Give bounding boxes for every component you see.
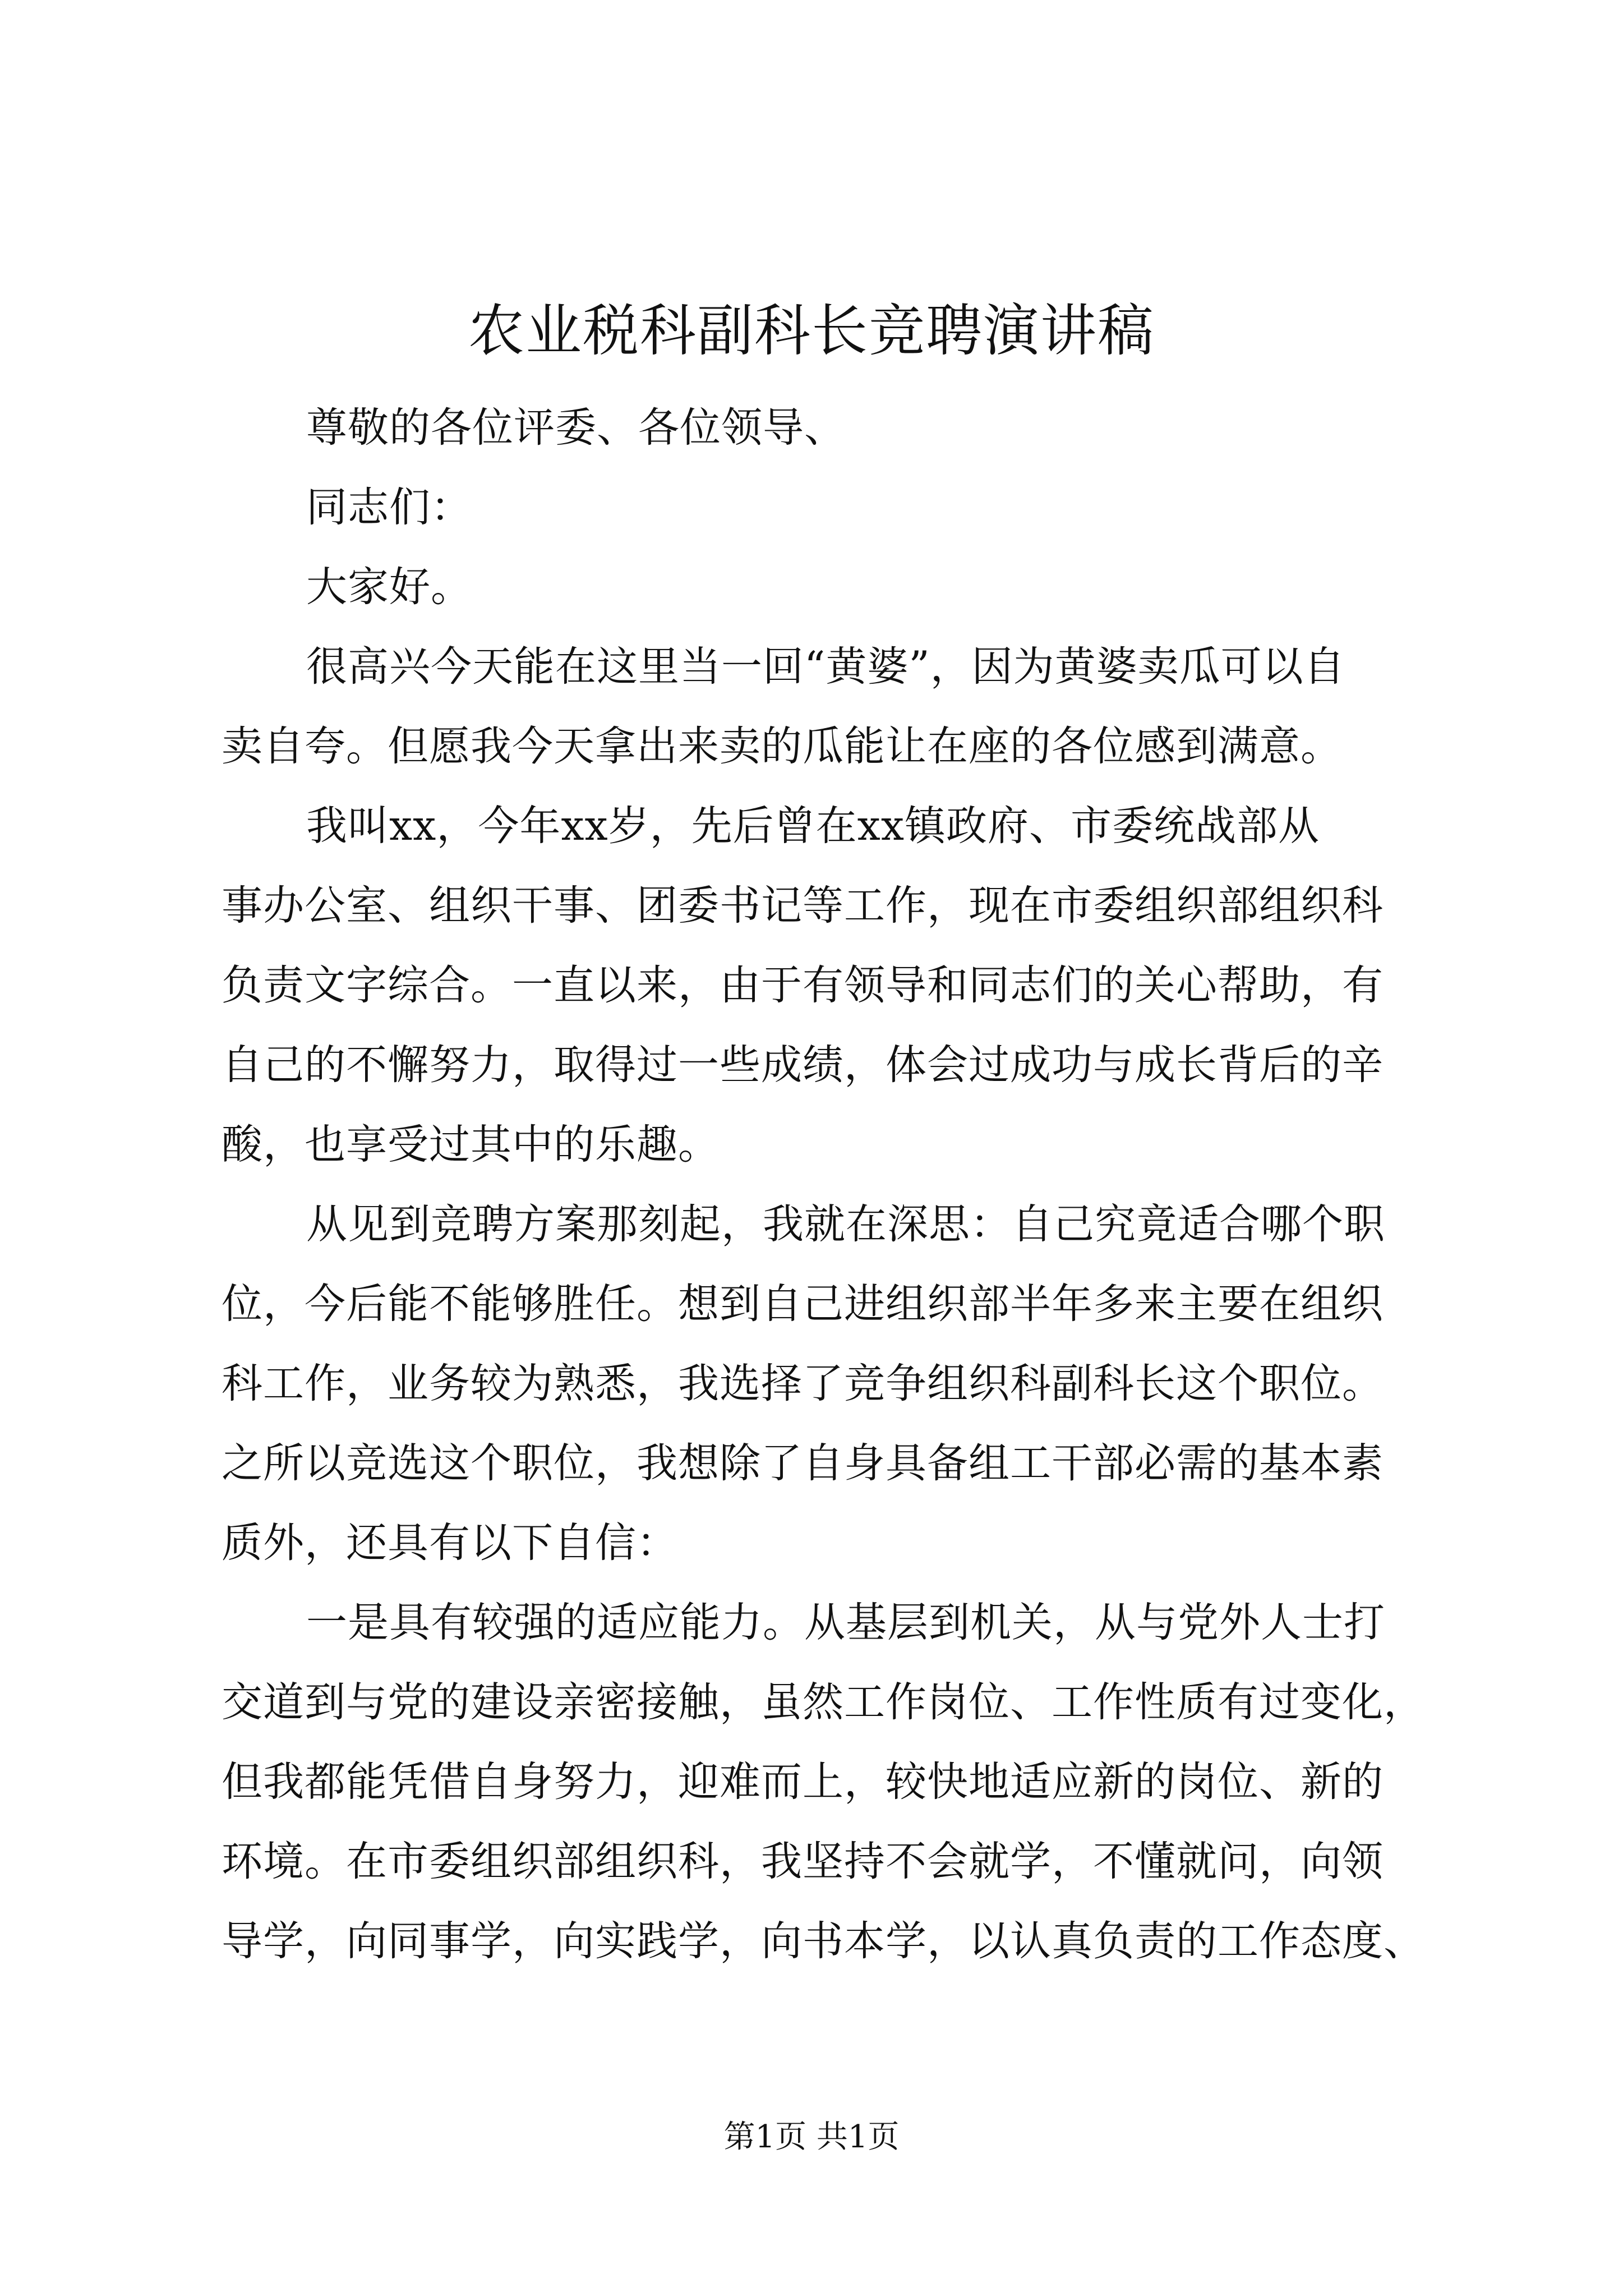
document-body — [222, 388, 1427, 1981]
paragraph-line: 科工作，业务较为熟悉，我选择了竞争组织科副科长这个职位。 — [222, 1360, 1384, 1407]
paragraph — [222, 468, 1427, 547]
paragraph-line: 很高兴今天能在这里当一回“黄婆”，因为黄婆卖瓜可以自 — [306, 643, 1345, 691]
paragraph-line: 大家好。 — [306, 563, 472, 611]
paragraph-line: 自己的不懈努力，取得过一些成绩，体会过成功与成长背后的辛 — [222, 1041, 1384, 1089]
page-footer: 第1页 共1页 — [723, 2119, 900, 2155]
paragraph-line: 事办公室、组织干事、团委书记等工作，现在市委组织部组织科 — [222, 882, 1384, 930]
paragraph-line: 交道到与党的建设亲密接触，虽然工作岗位、工作性质有过变化， — [222, 1678, 1425, 1726]
paragraph-line: 位，今后能不能够胜任。想到自己进组织部半年多来主要在组织 — [222, 1280, 1384, 1328]
paragraph-line: 酸，也享受过其中的乐趣。 — [222, 1121, 720, 1168]
paragraph — [222, 627, 1427, 786]
paragraph — [222, 786, 1427, 1185]
paragraph-line: 同志们： — [306, 484, 472, 531]
paragraph-line: 卖自夸。但愿我今天拿出来卖的瓜能让在座的各位感到满意。 — [222, 723, 1342, 770]
paragraph-line: 环境。在市委组织部组织科，我坚持不会就学，不懂就问，向领 — [222, 1838, 1384, 1885]
paragraph — [222, 1583, 1427, 1981]
paragraph-line: 一是具有较强的适应能力。从基层到机关，从与党外人士打 — [306, 1599, 1385, 1646]
paragraph — [222, 388, 1427, 468]
paragraph — [222, 547, 1427, 627]
paragraph — [222, 1185, 1427, 1583]
paragraph-line: 但我都能凭借自身努力，迎难而上，较快地适应新的岗位、新的 — [222, 1758, 1384, 1806]
paragraph-line: 从见到竞聘方案那刻起，我就在深思：自己究竟适合哪个职 — [306, 1200, 1385, 1248]
paragraph-line: 导学，向同事学，向实践学，向书本学，以认真负责的工作态度、 — [222, 1917, 1425, 1965]
paragraph-line: 我叫xx，今年xx岁，先后曾在xx镇政府、市委统战部从 — [306, 802, 1320, 850]
paragraph-line: 质外，还具有以下自信： — [222, 1519, 678, 1567]
paragraph-line: 尊敬的各位评委、各位领导、 — [306, 404, 846, 452]
document-title: 农业税科副科长竞聘演讲稿 — [468, 298, 1155, 364]
paragraph-line: 负责文字综合。一直以来，由于有领导和同志们的关心帮助，有 — [222, 961, 1384, 1009]
paragraph-line: 之所以竞选这个职位，我想除了自身具备组工干部必需的基本素 — [222, 1439, 1384, 1487]
